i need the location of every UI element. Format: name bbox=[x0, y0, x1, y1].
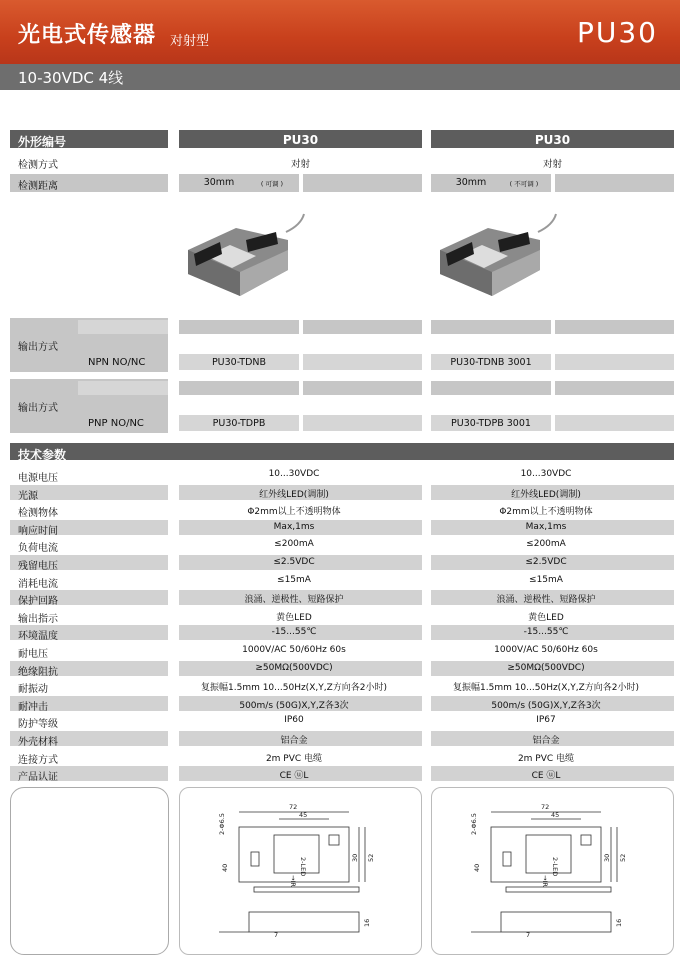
detect-distance-value: 30mm bbox=[203, 177, 235, 188]
row-label: 检测方式 bbox=[18, 160, 58, 171]
tech-label: 环境温度 bbox=[18, 631, 58, 643]
tech-label: 检测物体 bbox=[18, 508, 58, 520]
output-model-cell-blank bbox=[555, 354, 674, 370]
tech-label: 负荷电流 bbox=[18, 543, 58, 555]
dim-40: 40 bbox=[221, 863, 229, 872]
tech-label: 耐冲击 bbox=[18, 701, 48, 713]
dim-52: 52 bbox=[619, 853, 627, 862]
tech-value: IP60 bbox=[284, 715, 304, 726]
tech-value: ≤200mA bbox=[274, 539, 314, 550]
tech-value: 复振幅1.5mm 10...50Hz(X,Y,Z方向各2小时) bbox=[453, 683, 639, 694]
tech-value: ≥50MΩ(500VDC) bbox=[255, 662, 333, 673]
output-cell bbox=[431, 381, 551, 395]
led-label: 2-LED bbox=[299, 857, 307, 877]
tech-value: 2m PVC 电缆 bbox=[517, 753, 575, 764]
tech-value: 红外线LED(调制) bbox=[259, 489, 329, 500]
page-subtitle: 对射型 bbox=[170, 34, 210, 49]
spacer bbox=[78, 338, 168, 339]
output-model: PU30-TDNB 3001 bbox=[450, 357, 532, 368]
tech-label: 耐电压 bbox=[18, 649, 48, 660]
output-cell bbox=[179, 381, 299, 395]
output-label: 输出方式 bbox=[18, 403, 58, 414]
dim-16: 16 bbox=[615, 918, 623, 927]
tech-label: 外壳材料 bbox=[18, 737, 58, 748]
tech-value: 500m/s (50G)X,Y,Z各3次 bbox=[491, 700, 601, 711]
tech-value: 浪涌、逆极性、短路保护 bbox=[244, 595, 344, 606]
drawing-svg-2 bbox=[431, 787, 674, 955]
value-cell-blank bbox=[303, 174, 422, 192]
tech-value: IP67 bbox=[536, 715, 556, 726]
output-cell bbox=[179, 320, 299, 334]
tech-value: Φ2mm以上不透明物体 bbox=[247, 507, 341, 518]
dim-16: 16 bbox=[363, 918, 371, 927]
tech-label: 残留电压 bbox=[18, 561, 58, 572]
tech-label: 消耗电流 bbox=[18, 578, 58, 590]
tech-value: 1000V/AC 50/60Hz 60s bbox=[494, 645, 598, 655]
detect-method-value: 对射 bbox=[542, 159, 562, 170]
tech-value: 1000V/AC 50/60Hz 60s bbox=[242, 645, 346, 655]
dim-7: 7 bbox=[274, 931, 279, 939]
dim-45: 45 bbox=[551, 811, 560, 819]
tech-value: 10...30VDC bbox=[268, 469, 320, 479]
spec-bar bbox=[0, 64, 680, 90]
tech-value: 铝合金 bbox=[280, 736, 308, 746]
output-cell-blank bbox=[303, 320, 422, 334]
tech-label: 响应时间 bbox=[18, 525, 58, 537]
dim-45: 45 bbox=[299, 811, 308, 819]
dim-30: 30 bbox=[351, 853, 359, 862]
tech-value: ≤200mA bbox=[526, 539, 566, 550]
detect-distance-note: ( 可调 ) bbox=[260, 180, 284, 188]
output-blank-cell bbox=[78, 320, 168, 334]
page-title: 光电式传感器 bbox=[18, 23, 157, 48]
tech-label: 保护回路 bbox=[18, 596, 58, 608]
tech-label: 连接方式 bbox=[18, 754, 58, 766]
tech-value: -15...55℃ bbox=[523, 627, 569, 638]
dim-52: 52 bbox=[367, 853, 375, 862]
tech-value: 黄色LED bbox=[528, 612, 564, 623]
output-blank-cell bbox=[78, 381, 168, 395]
output-cell-blank bbox=[555, 320, 674, 334]
ir-label: →IR bbox=[541, 875, 549, 887]
tech-value: 黄色LED bbox=[276, 612, 312, 623]
spacer bbox=[78, 399, 168, 400]
tech-value: ≤15mA bbox=[277, 574, 311, 585]
output-type: PNP NO/NC bbox=[88, 418, 144, 429]
tech-value: 10...30VDC bbox=[520, 469, 572, 479]
output-cell-blank bbox=[555, 381, 674, 395]
dim-holes: 2-Φ6.5 bbox=[470, 813, 478, 835]
tech-value: ≤2.5VDC bbox=[525, 557, 567, 567]
output-model-cell-blank bbox=[303, 354, 422, 370]
model-header-2: PU30 bbox=[431, 130, 674, 148]
dim-7: 7 bbox=[526, 931, 531, 939]
model-title: PU30 bbox=[576, 16, 658, 49]
tech-label: 防护等级 bbox=[18, 719, 58, 731]
output-model-cell-blank bbox=[303, 415, 422, 431]
product-image-1 bbox=[176, 210, 306, 306]
tech-params-header bbox=[10, 443, 674, 460]
tech-value: CE ⓤL bbox=[531, 771, 561, 782]
dim-30: 30 bbox=[603, 853, 611, 862]
detect-method-value: 对射 bbox=[290, 159, 310, 170]
model-header-1: PU30 bbox=[179, 130, 422, 148]
tech-value: ≥50MΩ(500VDC) bbox=[507, 662, 585, 673]
tech-value: 浪涌、逆极性、短路保护 bbox=[496, 595, 596, 606]
tech-value: ≤15mA bbox=[529, 574, 563, 585]
dim-72: 72 bbox=[289, 803, 298, 811]
tech-label: 产品认证 bbox=[18, 772, 58, 784]
product-image-2 bbox=[428, 210, 558, 306]
value-cell-blank bbox=[555, 174, 674, 192]
tech-value: ≤2.5VDC bbox=[273, 557, 315, 567]
tech-value: 红外线LED(调制) bbox=[511, 489, 581, 500]
tech-label: 电源电压 bbox=[18, 473, 58, 484]
tech-label: 耐振动 bbox=[18, 684, 48, 696]
tech-value: Max,1ms bbox=[525, 521, 567, 532]
row-label: 检测距离 bbox=[18, 181, 58, 192]
detect-distance-value: 30mm bbox=[455, 177, 487, 188]
tech-label: 光源 bbox=[18, 490, 38, 502]
output-model: PU30-TDPB 3001 bbox=[451, 418, 531, 429]
output-model-cell-blank bbox=[555, 415, 674, 431]
tech-value: 2m PVC 电缆 bbox=[265, 753, 323, 764]
dim-holes: 2-Φ6.5 bbox=[218, 813, 226, 835]
tech-label: 输出指示 bbox=[18, 613, 58, 625]
tech-params-title: 技术参数 bbox=[18, 448, 67, 462]
tech-value: 500m/s (50G)X,Y,Z各3次 bbox=[239, 700, 349, 711]
tech-value: 铝合金 bbox=[532, 736, 560, 746]
blank-drawing-box bbox=[10, 787, 169, 955]
dim-40: 40 bbox=[473, 863, 481, 872]
output-type: NPN NO/NC bbox=[88, 357, 146, 368]
output-label: 输出方式 bbox=[18, 342, 58, 353]
detect-distance-note: ( 不可调 ) bbox=[509, 180, 539, 188]
col-label-header: 外形编号 bbox=[10, 130, 168, 148]
tech-value: Max,1ms bbox=[273, 521, 315, 532]
output-model: PU30-TDNB bbox=[211, 357, 267, 368]
tech-value: CE ⓤL bbox=[279, 771, 309, 782]
output-cell bbox=[431, 320, 551, 334]
tech-value: 复振幅1.5mm 10...50Hz(X,Y,Z方向各2小时) bbox=[201, 683, 387, 694]
tech-value: -15...55℃ bbox=[271, 627, 317, 638]
ir-label: →IR bbox=[289, 875, 297, 887]
header-banner bbox=[0, 0, 680, 64]
led-label: 2-LED bbox=[551, 857, 559, 877]
spec-text: 10-30VDC 4线 bbox=[18, 69, 124, 87]
tech-label: 绝缘阻抗 bbox=[18, 666, 58, 678]
dim-72: 72 bbox=[541, 803, 550, 811]
tech-value: Φ2mm以上不透明物体 bbox=[499, 507, 593, 518]
output-model: PU30-TDPB bbox=[212, 418, 266, 429]
drawing-svg-1 bbox=[179, 787, 422, 955]
output-cell-blank bbox=[303, 381, 422, 395]
